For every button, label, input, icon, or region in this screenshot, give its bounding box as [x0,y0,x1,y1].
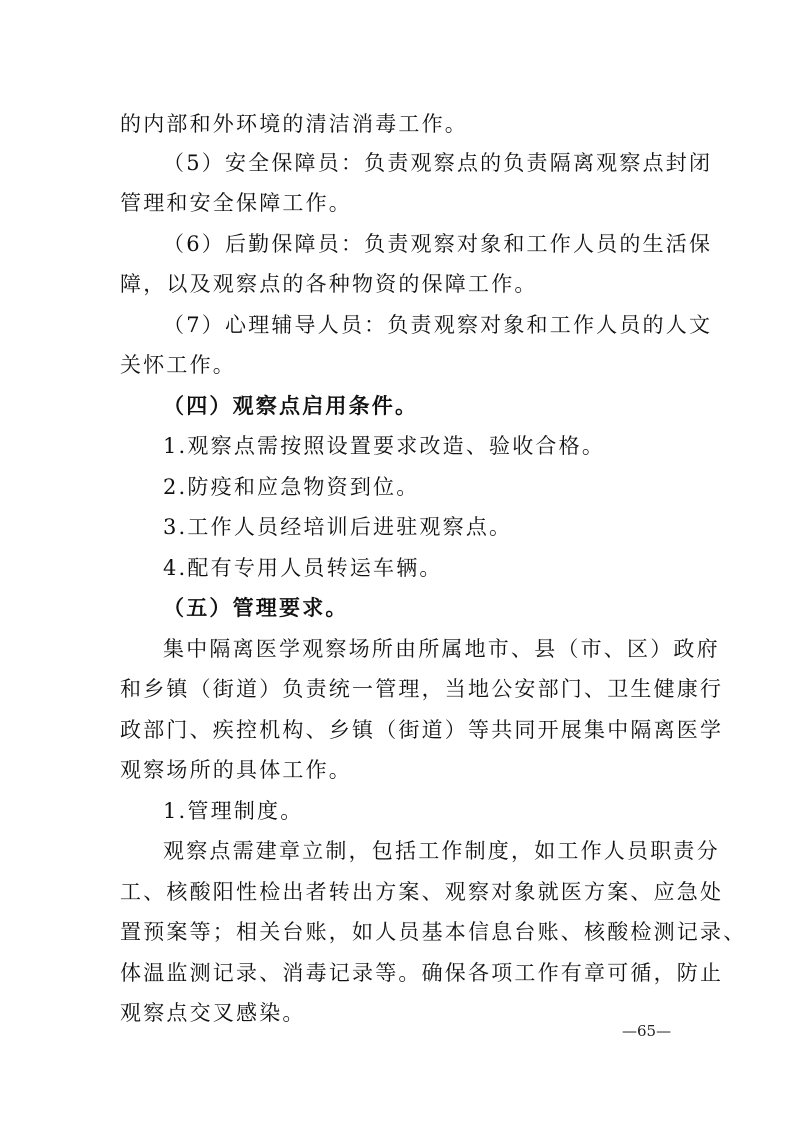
text-line: 政部门、疾控机构、乡镇（街道）等共同开展集中隔离医学 [120,718,724,742]
text-line: 管理和安全保障工作。 [120,191,352,215]
section-heading: （四）观察点启用条件。 [163,393,419,418]
text-line: 观察点需建章立制，包括工作制度，如工作人员职责分 [163,839,720,863]
text-line: 置预案等；相关台账，如人员基本信息台账、核酸检测记录、 [120,920,747,944]
text-line: 的内部和外环境的清洁消毒工作。 [120,112,468,136]
text-line: 1.观察点需按照设置要求改造、验收合格。 [163,434,606,458]
text-line: （7）心理辅导人员：负责观察对象和工作人员的人文 [163,313,713,337]
section-heading: （五）管理要求。 [163,595,349,620]
text-line: （5）安全保障员：负责观察点的负责隔离观察点封闭 [163,151,713,175]
text-line: 集中隔离医学观察场所由所属地市、县（市、区）政府 [163,637,720,661]
text-line: 障，以及观察点的各种物资的保障工作。 [120,272,538,296]
text-line: 观察点交叉感染。 [120,1001,306,1025]
text-line: 体温监测记录、消毒记录等。确保各项工作有章可循，防止 [120,961,724,985]
text-line: 观察场所的具体工作。 [120,758,352,782]
text-line: 3.工作人员经培训后进驻观察点。 [163,515,513,539]
text-line: 4.配有专用人员转运车辆。 [163,556,443,580]
text-line: 关怀工作。 [120,353,236,377]
text-line: 1.管理制度。 [163,799,304,823]
text-line: （6）后勤保障员：负责观察对象和工作人员的生活保 [163,232,713,256]
page-number: —65— [622,1022,672,1040]
text-line: 和乡镇（街道）负责统一管理，当地公安部门、卫生健康行 [120,677,724,701]
text-line: 工、核酸阳性检出者转出方案、观察对象就医方案、应急处 [120,880,724,904]
text-line: 2.防疫和应急物资到位。 [163,475,420,499]
